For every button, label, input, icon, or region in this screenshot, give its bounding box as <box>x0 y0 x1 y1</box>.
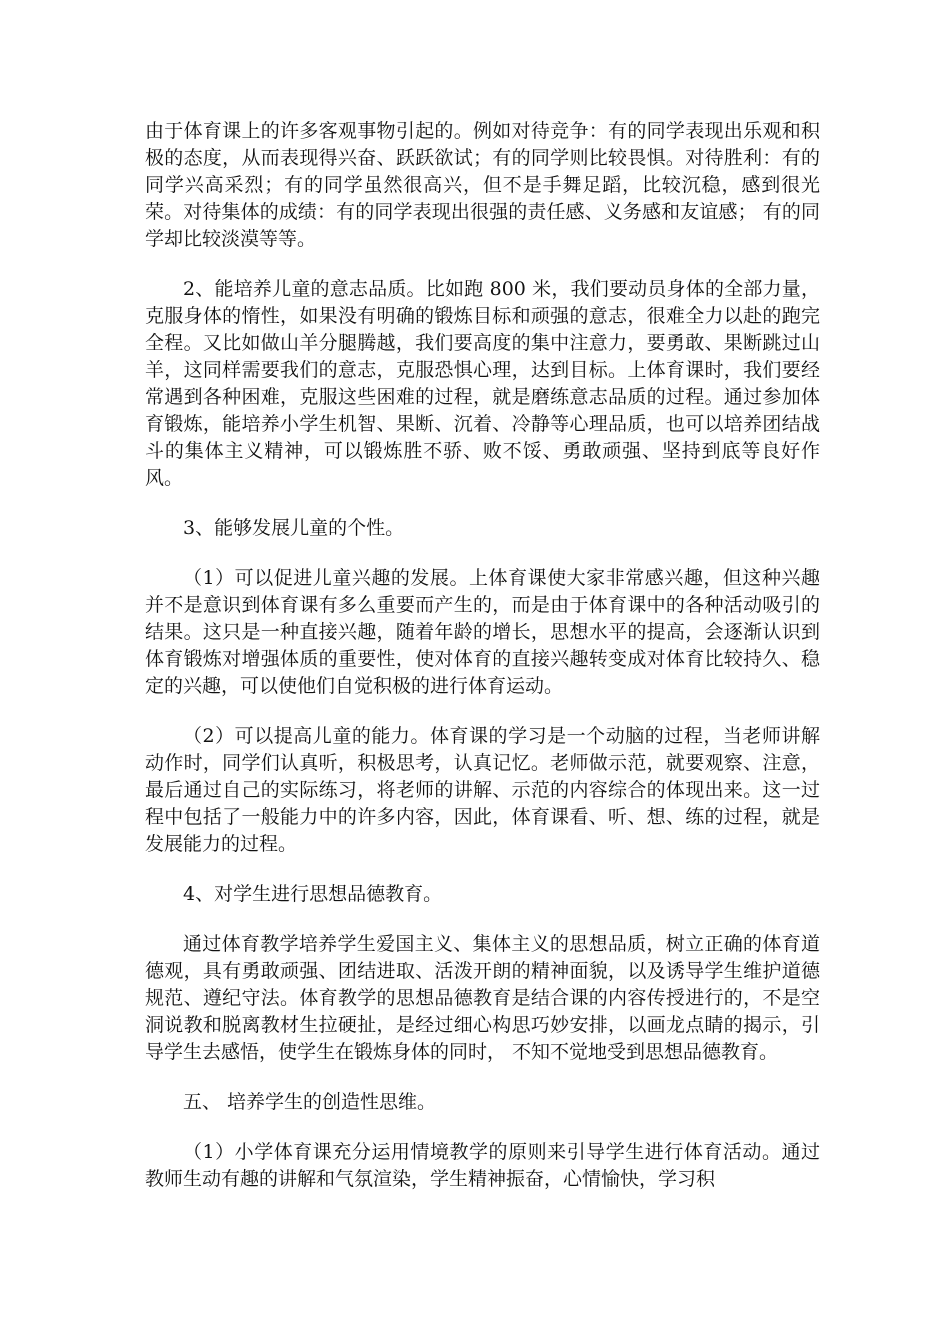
paragraph-emotion-examples: 由于体育课上的许多客观事物引起的。例如对待竞争：有的同学表现出乐观和积极的态度，从而表现得兴奋、跃跃欲试；有的同学则比较畏惧。对待胜利：有的同学兴高采烈；有的同学虽然很高兴，但不是手舞足蹈，比较沉稳，感到很光荣。对待集体的成绩：有的同学表现出很强的责任感、义务感和友谊感； 有的同学却比较淡漠等等。 <box>145 120 820 250</box>
heading-personality: 3、能够发展儿童的个性。 <box>183 517 405 539</box>
paragraph-ability: （2）可以提高儿童的能力。体育课的学习是一个动脑的过程，当老师讲解动作时，同学们认真听，积极思考，认真记忆。老师做示范，就要观察、注意，最后通过自己的实际练习，将老师的讲解、示范的内容综合的体现出来。这一过程中包括了一般能力中的许多内容，因此，体育课看、听、想、练的过程，就是发展能力的过程。 <box>145 725 820 855</box>
heading-moral-education: 4、对学生进行思想品德教育。 <box>183 883 443 905</box>
heading-creative-thinking: 五、 培养学生的创造性思维。 <box>183 1091 437 1113</box>
paragraph-interest: （1）可以促进儿童兴趣的发展。上体育课使大家非常感兴趣，但这种兴趣并不是意识到体育课有多么重要而产生的，而是由于体育课中的各种活动吸引的结果。这只是一种直接兴趣，随着年龄的增长，思想水平的提高，会逐渐认识到体育锻炼对增强体质的重要性，使对体育的直接兴趣转变成对体育比较持久、稳定的兴趣，可以使他们自觉积极的进行体育运动。 <box>145 567 820 697</box>
document-page <box>145 118 820 1193</box>
paragraph-willpower: 2、能培养儿童的意志品质。比如跑 800 米，我们要动员身体的全部力量，克服身体的惰性，如果没有明确的锻炼目标和顽强的意志，很难全力以赴的跑完全程。又比如做山羊分腿腾越，我们要高度的集中注意力，要勇敢、果断跳过山羊，这同样需要我们的意志，克服恐惧心理，达到目标。上体育课时，我们要经常遇到各种困难，克服这些困难的过程，就是磨练意志品质的过程。通过参加体育锻炼，能培养小学生机智、果断、沉着、冷静等心理品质，也可以培养团结战斗的集体主义精神，可以锻炼胜不骄、败不馁、勇敢顽强、坚持到底等良好作风。 <box>145 278 820 489</box>
paragraph-moral-education: 通过体育教学培养学生爱国主义、集体主义的思想品质，树立正确的体育道德观，具有勇敢顽强、团结进取、活泼开朗的精神面貌，以及诱导学生维护道德规范、遵纪守法。体育教学的思想品德教育是结合课的内容传授进行的，不是空洞说教和脱离教材生拉硬扯，是经过细心构思巧妙安排，以画龙点睛的揭示，引导学生去感悟，使学生在锻炼身体的同时， 不知不觉地受到思想品德教育。 <box>145 933 820 1063</box>
paragraph-situational-teaching: （1）小学体育课充分运用情境教学的原则来引导学生进行体育活动。通过教师生动有趣的讲解和气氛渲染，学生精神振奋，心情愉快，学习积 <box>145 1141 820 1190</box>
